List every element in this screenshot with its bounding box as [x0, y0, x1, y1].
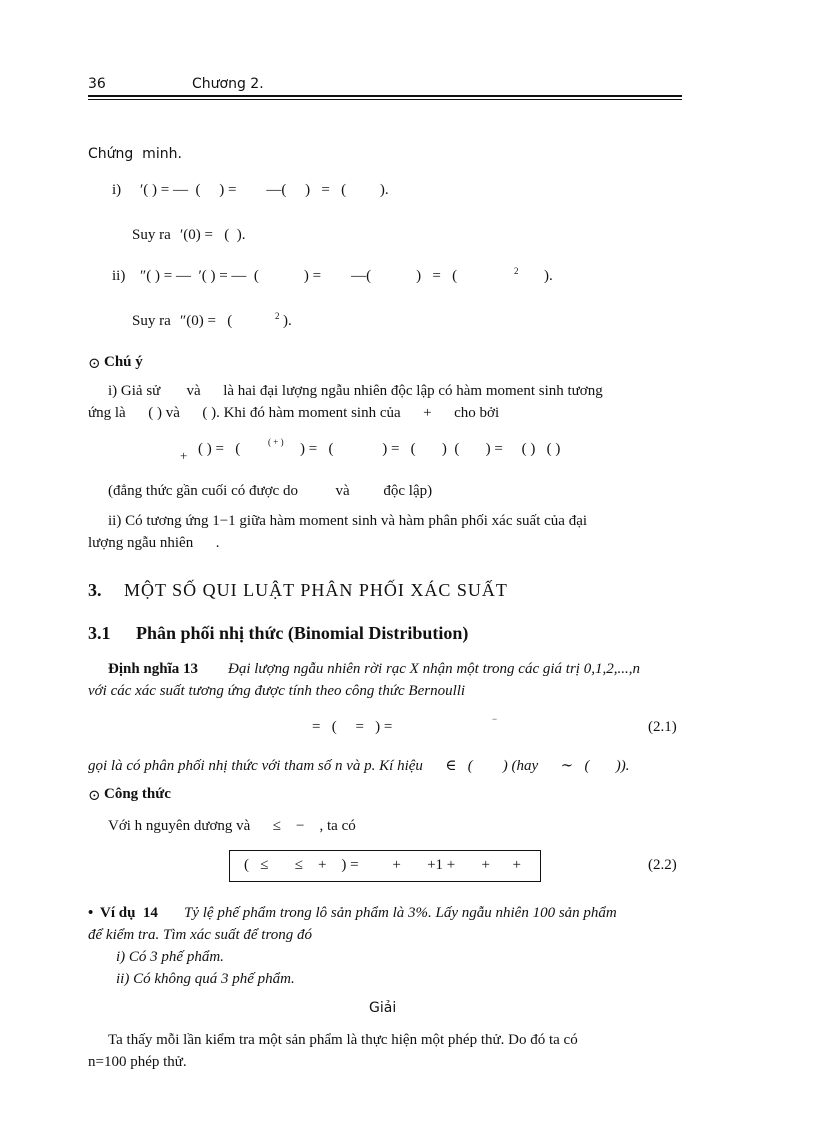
proof-ii-equation-end: ).: [544, 268, 553, 284]
proof-i-equation: ′( ) = — ( ) = —( ) = ( ).: [140, 182, 389, 198]
proof-i-result-prefix: Suy ra: [132, 227, 171, 243]
section-title: MỘT SỐ QUI LUẬT PHÂN PHỐI XÁC SUẤT: [124, 580, 508, 600]
example-item-1: i) Có 3 phế phẩm.: [116, 949, 224, 965]
running-header-chapter: Chương 2.: [192, 76, 264, 92]
note-paragraph-1-line-2: ứng là ( ) và ( ). Khi đó hàm moment sinh của + cho bởi: [88, 405, 500, 421]
formula-symbol-icon: ⊙: [88, 788, 101, 804]
example-item-2: ii) Có không quá 3 phế phẩm.: [116, 971, 295, 987]
note-parenthetical: (đẳng thức gần cuối có được do và độc lập): [108, 483, 433, 499]
formula-section-title: Công thức: [104, 786, 171, 802]
page-number: 36: [88, 76, 106, 92]
proof-i-label: i): [112, 182, 122, 198]
boxed-formula-text: ( ≤ ≤ + ) = + +1 + + +: [244, 857, 521, 873]
proof-ii-result-exponent: 2: [275, 311, 280, 321]
formula-intro: Với h nguyên dương và ≤ − , ta có: [108, 818, 356, 834]
definition-formula-superscript: −: [492, 714, 498, 724]
proof-ii-result-end: ).: [283, 313, 292, 329]
note-formula-part-2: ) = ( ) = ( ) ( ) = ( ) ( ): [300, 441, 561, 457]
definition-line-1: Đại lượng ngẫu nhiên rời rạc X nhận một trong các giá trị 0,1,2,...,n: [228, 661, 640, 677]
solution-line-2: n=100 phép thử.: [88, 1054, 187, 1070]
proof-i-result: ′(0) = ( ).: [180, 227, 246, 243]
note-formula-subscript: +: [180, 448, 188, 463]
proof-title: Chứng minh.: [88, 146, 182, 162]
example-line-2: để kiểm tra. Tìm xác suất để trong đó: [88, 927, 312, 943]
note-paragraph-2-line-1: ii) Có tương ứng 1−1 giữa hàm moment sinh và hàm phân phối xác suất của đại: [108, 513, 588, 529]
example-bullet: •: [88, 905, 94, 921]
definition-line-2: với các xác suất tương ứng được tính theo công thức Bernoulli: [88, 683, 466, 699]
solution-line-1: Ta thấy mỗi lần kiểm tra một sản phẩm là thực hiện một phép thử. Do đó ta có: [108, 1032, 578, 1048]
proof-ii-label: ii): [112, 268, 126, 284]
definition-formula: = ( = ) =: [312, 719, 393, 735]
note-formula-part-1: ( ) = (: [198, 441, 241, 457]
proof-ii-exponent: 2: [514, 266, 519, 276]
section-number: 3.: [88, 580, 102, 600]
definition-label: Định nghĩa 13: [108, 661, 199, 677]
example-line-1: Tỷ lệ phế phẩm trong lô sản phẩm là 3%. Lấy ngẫu nhiên 100 sản phẩm: [184, 905, 617, 921]
proof-ii-result-prefix: Suy ra: [132, 313, 171, 329]
note-symbol-icon: ⊙: [88, 356, 101, 372]
note-paragraph-1-line-1: i) Giả sử và là hai đại lượng ngẫu nhiên độc lập có hàm moment sinh tương: [108, 383, 603, 399]
solution-title: Giải: [369, 1000, 397, 1016]
equation-number-2-2: (2.2): [648, 857, 677, 873]
definition-line-3: gọi là có phân phối nhị thức với tham số n và p. Kí hiệu ∈ ( ) (hay ∼ ( )).: [88, 758, 630, 774]
subsection-number: 3.1: [88, 623, 111, 643]
header-rule-thick: [88, 95, 682, 97]
note-paragraph-2-line-2: lượng ngẫu nhiên .: [88, 535, 220, 551]
proof-ii-equation: ″( ) = — ′( ) = — ( ) = —( ) = (: [140, 268, 458, 284]
equation-number-2-1: (2.1): [648, 719, 677, 735]
proof-ii-result: ″(0) = (: [180, 313, 233, 329]
header-rule-thin: [88, 99, 682, 100]
example-label: Ví dụ 14: [100, 905, 158, 921]
subsection-title: Phân phối nhị thức (Binomial Distribution): [136, 623, 469, 643]
note-title: Chú ý: [104, 354, 143, 370]
note-formula-superscript: ( + ): [268, 437, 284, 447]
